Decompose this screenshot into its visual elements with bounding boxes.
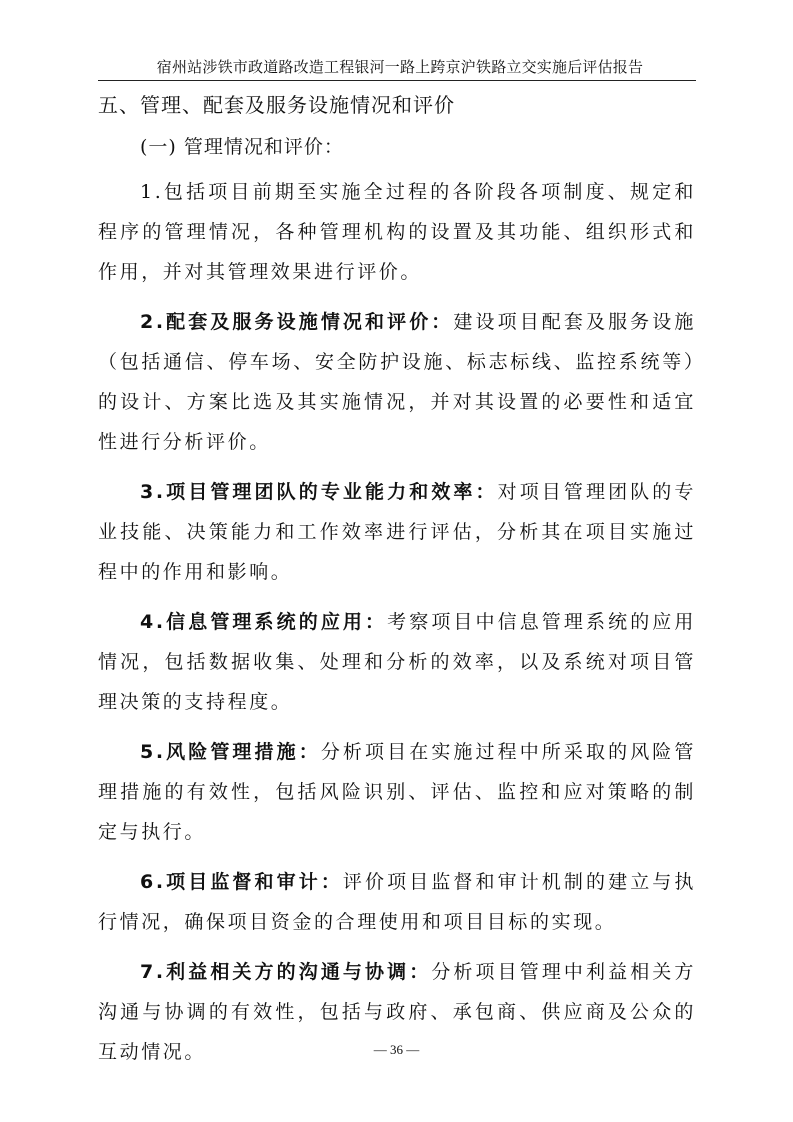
page-number: — 36 — <box>373 1042 420 1057</box>
paragraph-lead: 4.信息管理系统的应用： <box>140 611 388 633</box>
section-heading: 五、管理、配套及服务设施情况和评价 <box>98 93 455 117</box>
paragraph-lead: 6.项目监督和审计： <box>140 871 343 893</box>
paragraph-text: 分析项目管理中利益相关方沟通与协调的有效性，包括与政府、承包商、供应商及公众的互动情况。 <box>98 961 697 1063</box>
paragraph-text: 1.包括项目前期至实施全过程的各阶段各项制度、规定和程序的管理情况，各种管理机构的设置及其功能、组织形式和作用，并对其管理效果进行评价。 <box>98 181 696 283</box>
paragraph-lead: 7.利益相关方的沟通与协调： <box>140 961 432 983</box>
header-rule <box>98 80 696 81</box>
paragraph-5 <box>98 732 696 852</box>
paragraph-lead: 2.配套及服务设施情况和评价： <box>140 311 454 333</box>
paragraph-2 <box>98 302 696 462</box>
paragraph-text: 对项目管理团队的专业技能、决策能力和工作效率进行评估，分析其在项目实施过程中的作用和影响。 <box>98 481 696 583</box>
running-header: 宿州站涉铁市政道路改造工程银河一路上跨京沪铁路立交实施后评估报告 <box>156 58 644 76</box>
paragraph-3 <box>98 472 696 592</box>
page-content <box>98 92 696 1072</box>
paragraph-text: 评价项目监督和审计机制的建立与执行情况，确保项目资金的合理使用和项目目标的实现。 <box>98 871 696 933</box>
paragraph-4 <box>98 602 696 722</box>
paragraph-1 <box>98 172 696 292</box>
paragraph-lead: 3.项目管理团队的专业能力和效率： <box>140 481 498 503</box>
subheading: (一) 管理情况和评价： <box>140 136 344 158</box>
paragraph-6 <box>98 862 696 942</box>
paragraph-text: 建设项目配套及服务设施（包括通信、停车场、安全防护设施、标志标线、监控系统等）的设计、方案比选及其实施情况，并对其设置的必要性和适宜性进行分析评价。 <box>98 311 696 453</box>
paragraph-text: 考察项目中信息管理系统的应用情况，包括数据收集、处理和分析的效率，以及系统对项目管理决策的支持程度。 <box>98 611 697 713</box>
paragraph-text: 分析项目在实施过程中所采取的风险管理措施的有效性，包括风险识别、评估、监控和应对策略的制定与执行。 <box>98 741 696 843</box>
paragraph-lead: 5.风险管理措施： <box>140 741 321 763</box>
